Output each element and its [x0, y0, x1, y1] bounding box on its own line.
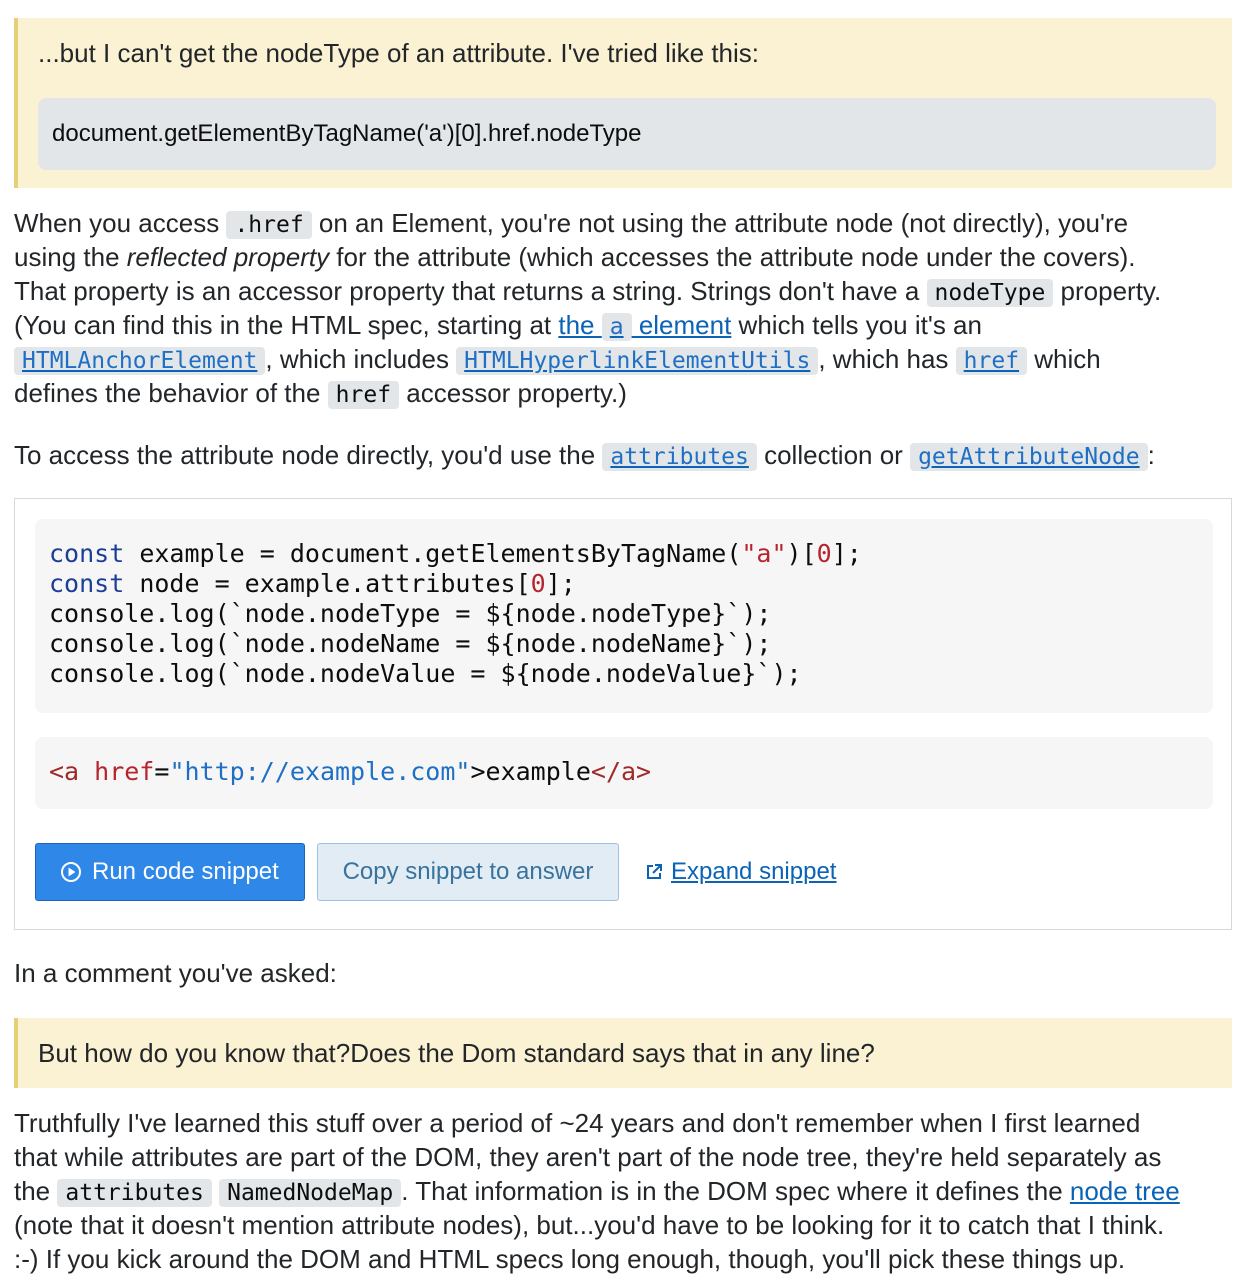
code-text: ]; [545, 569, 576, 598]
copy-snippet-button[interactable]: Copy snippet to answer [317, 843, 619, 901]
text: using the [14, 242, 127, 272]
code-text: node = example.attributes[ [124, 569, 531, 598]
paragraph-line [14, 1174, 1180, 1208]
blockquote-comment [14, 1018, 1232, 1088]
link-code: getAttributeNode [910, 443, 1148, 471]
link-getattributenode[interactable] [910, 440, 1148, 470]
tag: </a> [590, 757, 652, 786]
paragraph-line [14, 308, 982, 342]
link-node-tree[interactable]: node tree [1069, 1176, 1180, 1206]
link-the-a-element[interactable] [558, 310, 731, 340]
text: the [14, 1176, 58, 1206]
link-attributes[interactable] [602, 440, 756, 470]
text: : [1147, 440, 1155, 470]
code-text: ]; [831, 539, 862, 568]
link-href[interactable] [956, 344, 1027, 374]
code-line [49, 539, 1213, 569]
link-code: href [956, 347, 1027, 375]
code-text: example [485, 757, 591, 786]
string: "a" [741, 539, 787, 568]
play-icon [60, 861, 82, 883]
text: . That information is in the DOM spec where it defines the [401, 1176, 1070, 1206]
keyword: const [49, 569, 125, 598]
code-text: )[ [786, 539, 817, 568]
run-label: Run code snippet [92, 858, 279, 885]
paragraph-line [14, 240, 1136, 274]
blockquote-text: ...but I can't get the nodeType of an attribute. I've tried like this: [38, 38, 760, 68]
expand-label: Expand snippet [671, 858, 837, 885]
code-line [49, 569, 1213, 599]
paragraph-line: that while attributes are part of the DOM, they aren't part of the node tree, they're held separately as [14, 1142, 1162, 1172]
link-text: element [631, 310, 732, 340]
link-text: the [558, 310, 602, 340]
attribute-value: "http://example.com" [169, 757, 471, 786]
external-link-icon [645, 863, 663, 881]
inline-code-attributes: attributes [57, 1179, 211, 1207]
text: When you access [14, 208, 227, 238]
paragraph-line: In a comment you've asked: [14, 958, 337, 988]
code-text: example = document.getElementsByTagName( [124, 539, 742, 568]
code-line: console.log(`node.nodeValue = ${node.nodeValue}`); [49, 659, 802, 688]
blockquote-code: document.getElementByTagName('a')[0].href.nodeType [38, 98, 1216, 170]
inline-code-nodetype: nodeType [927, 279, 1054, 307]
paragraph-line: Truthfully I've learned this stuff over a period of ~24 years and don't remember when I first learned [14, 1108, 1141, 1138]
text: To access the attribute node directly, you'd use the [14, 440, 603, 470]
paragraph-line [14, 376, 627, 410]
inline-code-namednodemap: NamedNodeMap [219, 1179, 401, 1207]
text: defines the behavior of the [14, 378, 328, 408]
code-snippet [14, 498, 1232, 930]
link-htmlanchorelement[interactable] [14, 344, 265, 374]
text: on an Element, you're not using the attribute node (not directly), you're [311, 208, 1129, 238]
inline-code-href: href [328, 381, 399, 409]
text: for the attribute (which accesses the attribute node under the covers). [329, 242, 1136, 272]
text: property. [1053, 276, 1162, 306]
link-code: a [602, 313, 632, 341]
code-text: > [470, 757, 486, 786]
paragraph-line [14, 438, 1155, 472]
expand-snippet-link[interactable] [645, 843, 836, 901]
text: which [1027, 344, 1101, 374]
run-code-snippet-button[interactable] [35, 843, 305, 901]
text: accessor property.) [399, 378, 627, 408]
js-code-block [35, 519, 1213, 713]
number: 0 [816, 539, 832, 568]
inline-code-href: .href [226, 211, 311, 239]
text: , which has [818, 344, 956, 374]
code-line [49, 757, 1213, 787]
text: (You can find this in the HTML spec, starting at [14, 310, 559, 340]
link-htmlhyperlinkelementutils[interactable] [456, 344, 818, 374]
paragraph-line [14, 206, 1128, 240]
text: , which includes [265, 344, 457, 374]
text: That property is an accessor property that returns a string. Strings don't have a [14, 276, 927, 306]
paragraph-line [14, 342, 1101, 376]
text: collection or [756, 440, 911, 470]
paragraph-line: (note that it doesn't mention attribute nodes), but...you'd have to be looking for it to catch that I think. [14, 1210, 1165, 1240]
code-text: = [154, 757, 170, 786]
code-line: console.log(`node.nodeType = ${node.nodeType}`); [49, 599, 772, 628]
link-code: HTMLHyperlinkElementUtils [456, 347, 818, 375]
tag: <a [49, 757, 95, 786]
text: which tells you it's an [731, 310, 982, 340]
code-line: console.log(`node.nodeName = ${node.nodeName}`); [49, 629, 772, 658]
link-code: attributes [602, 443, 756, 471]
paragraph-line [14, 274, 1161, 308]
emphasis-reflected-property: reflected property [126, 242, 330, 272]
keyword: const [49, 539, 125, 568]
link-code: HTMLAnchorElement [14, 347, 265, 375]
number: 0 [530, 569, 546, 598]
blockquote-text: But how do you know that?Does the Dom standard says that in any line? [38, 1038, 875, 1068]
blockquote-question [14, 18, 1232, 188]
attribute: href [94, 757, 155, 786]
html-code-block [35, 737, 1213, 809]
paragraph-line: :-) If you kick around the DOM and HTML specs long enough, though, you'll pick these things up. [14, 1244, 1126, 1274]
